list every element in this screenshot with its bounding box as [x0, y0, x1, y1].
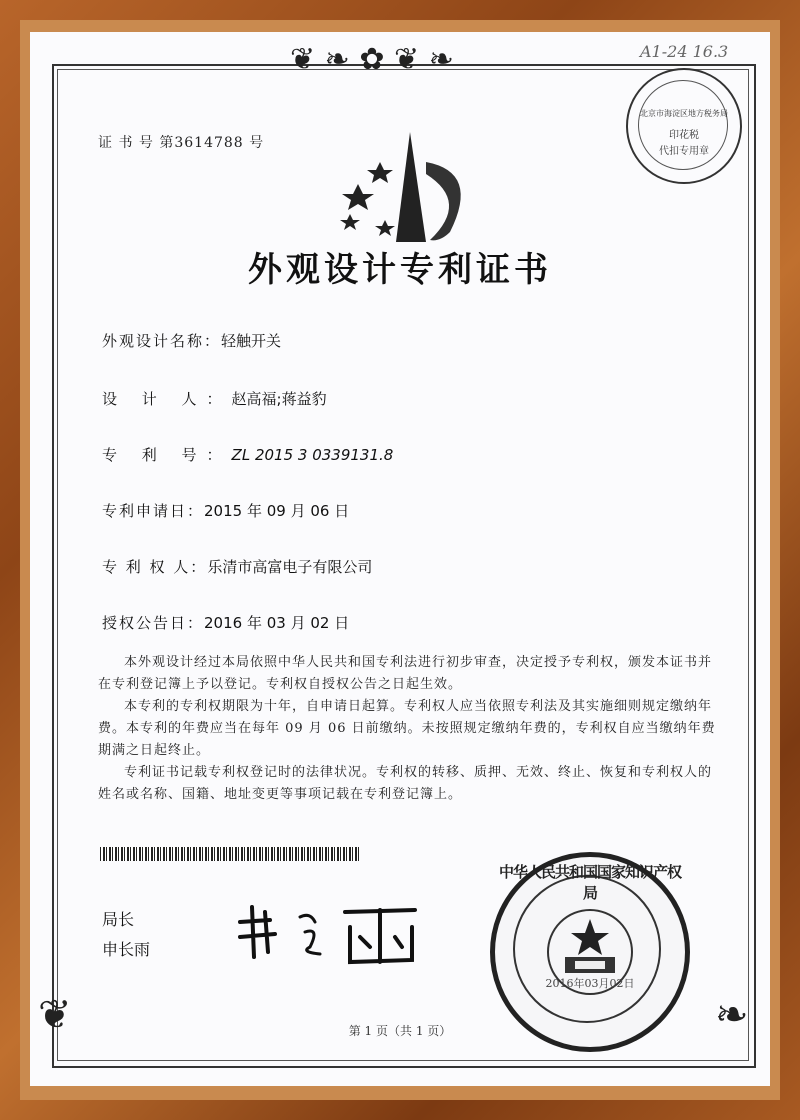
- filing-date-label: 专利申请日：: [102, 502, 205, 520]
- certificate-body: [98, 652, 718, 806]
- designer-value: 赵高福;蒋益豹: [231, 390, 327, 408]
- body-paragraph-1: 本外观设计经过本局依照中华人民共和国专利法进行初步审查，决定授予专利权，颁发本证书并在专利登记簿上予以登记。专利权自授权公告之日起生效。: [98, 655, 713, 692]
- certificate-number: 证 书 号 第3614788 号: [98, 135, 265, 151]
- handwritten-note: A1-24 16.3: [640, 42, 729, 61]
- grant-date-label: 授权公告日：: [102, 614, 205, 632]
- bottom-right-ornament-icon: ❧: [715, 992, 749, 1038]
- filing-date-value: 2015 年 09 月 06 日: [204, 502, 350, 520]
- patentee-label: 专 利 权 人：: [102, 558, 208, 576]
- certificate-paper: [30, 32, 770, 1086]
- tax-stamp-line-1: 印花税: [669, 130, 699, 141]
- design-name-value: 轻触开关: [221, 332, 282, 350]
- design-name-label: 外观设计名称：: [102, 332, 222, 350]
- tax-stamp-ring-text: 北京市海淀区地方税务局: [640, 109, 728, 118]
- bottom-left-ornament-icon: ❦: [38, 992, 72, 1038]
- patent-number-label: 专 利 号：: [102, 446, 232, 464]
- page-number: 第 1 页（共 1 页）: [348, 1024, 452, 1038]
- director-signature: [230, 892, 430, 972]
- tax-stamp-line-2: 代扣专用章: [659, 146, 709, 157]
- director-name: 申长雨: [102, 940, 151, 959]
- design-name-row: [102, 330, 281, 351]
- grant-date-value: 2016 年 03 月 02 日: [204, 614, 350, 632]
- patentee-row: [102, 556, 372, 577]
- barcode: [100, 847, 360, 861]
- patent-number-value: ZL 2015 3 0339131.8: [231, 446, 394, 464]
- seal-date: 2016年03月02日: [545, 977, 635, 990]
- filing-date-row: [102, 500, 349, 521]
- tax-stamp: [626, 68, 742, 184]
- director-title: 局长: [102, 910, 135, 929]
- body-paragraph-2: 本专利的专利权期限为十年，自申请日起算。专利权人应当依照专利法及其实施细则规定缴纳年费。本专利的年费应当在每年 09 月 06 日前缴纳。未按照规定缴纳年费的，专利权自应当缴纳年费期满之日起终止。: [98, 699, 716, 758]
- seal-text: 中华人民共和国国家知识产权局: [498, 863, 681, 902]
- patent-number-row: [102, 444, 393, 465]
- certificate-title: 外观设计专利证书: [248, 250, 552, 290]
- patentee-value: 乐清市高富电子有限公司: [207, 558, 373, 576]
- grant-date-row: [102, 612, 349, 633]
- top-ornament-icon: ❦ ❧ ✿ ❦ ❧: [290, 42, 454, 77]
- designer-label: 设 计 人：: [102, 390, 232, 408]
- sipo-emblem-icon: [330, 122, 490, 252]
- body-paragraph-3: 专利证书记载专利权登记时的法律状况。专利权的转移、质押、无效、终止、恢复和专利权人的姓名或名称、国籍、地址变更等事项记载在专利登记簿上。: [98, 765, 713, 802]
- designer-row: [102, 388, 327, 409]
